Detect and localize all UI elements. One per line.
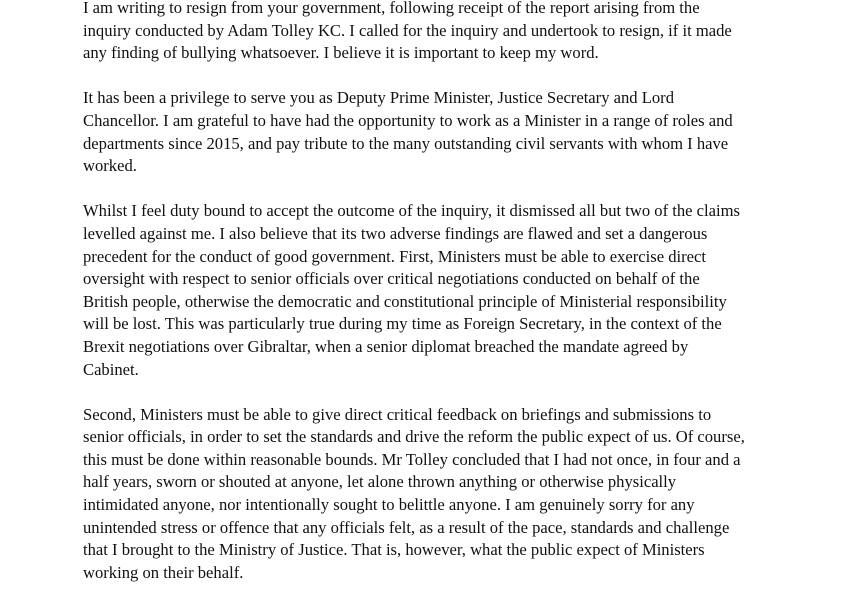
text-line: departments since 2015, and pay tribute to the many outstanding civil servants with whom I have [83, 133, 729, 153]
text-line: will be lost. This was particularly true during my time as Foreign Secretary, in the context of the [83, 314, 722, 334]
text-line: oversight with respect to senior officials over critical negotiations conducted on behalf of the [83, 269, 700, 289]
text-line: I am writing to resign from your government, following receipt of the report arising from the [83, 0, 700, 17]
text-line: unintended stress or offence that any officials felt, as a result of the pace, standards and challenge [83, 517, 730, 537]
text-line: levelled against me. I also believe that its two adverse findings are flawed and set a dangerous [83, 223, 708, 243]
text-line: British people, otherwise the democratic and constitutional principle of Ministerial responsibility [83, 291, 727, 311]
text-line: senior officials, in order to set the standards and drive the reform the public expect of us. Of course, [83, 427, 745, 447]
paragraph-privilege [83, 87, 843, 177]
text-line: precedent for the conduct of good government. First, Ministers must be able to exercise direct [83, 246, 707, 266]
letter-body [83, 0, 843, 607]
text-line: inquiry conducted by Adam Tolley KC. I called for the inquiry and undertook to resign, if it made [83, 20, 732, 40]
text-line: Cabinet. [83, 359, 139, 379]
text-line: intimidated anyone, nor intentionally sought to belittle anyone. I am genuinely sorry for any [83, 495, 695, 515]
paragraph-critical-feedback [83, 404, 843, 585]
paragraph-resignation [83, 0, 843, 65]
text-line: Second, Ministers must be able to give direct critical feedback on briefings and submissions to [83, 404, 712, 424]
text-line: It has been a privilege to serve you as Deputy Prime Minister, Justice Secretary and Lord [83, 88, 675, 108]
text-line: Chancellor. I am grateful to have had the opportunity to work as a Minister in a range of roles and [83, 110, 733, 130]
text-line: working on their behalf. [83, 562, 244, 582]
text-line: any finding of bullying whatsoever. I believe it is important to keep my word. [83, 43, 599, 63]
text-line: that I brought to the Ministry of Justice. That is, however, what the public expect of Ministers [83, 540, 705, 560]
text-line: worked. [83, 156, 137, 176]
text-line: Whilst I feel duty bound to accept the outcome of the inquiry, it dismissed all but two of the claims [83, 201, 741, 221]
text-line: Brexit negotiations over Gibraltar, when a senior diplomat breached the mandate agreed by [83, 336, 689, 356]
paragraph-inquiry-findings [83, 200, 843, 381]
text-line: this must be done within reasonable bounds. Mr Tolley concluded that I had not once, in four and a [83, 449, 741, 469]
text-line: half years, sworn or shouted at anyone, let alone thrown anything or otherwise physically [83, 472, 677, 492]
